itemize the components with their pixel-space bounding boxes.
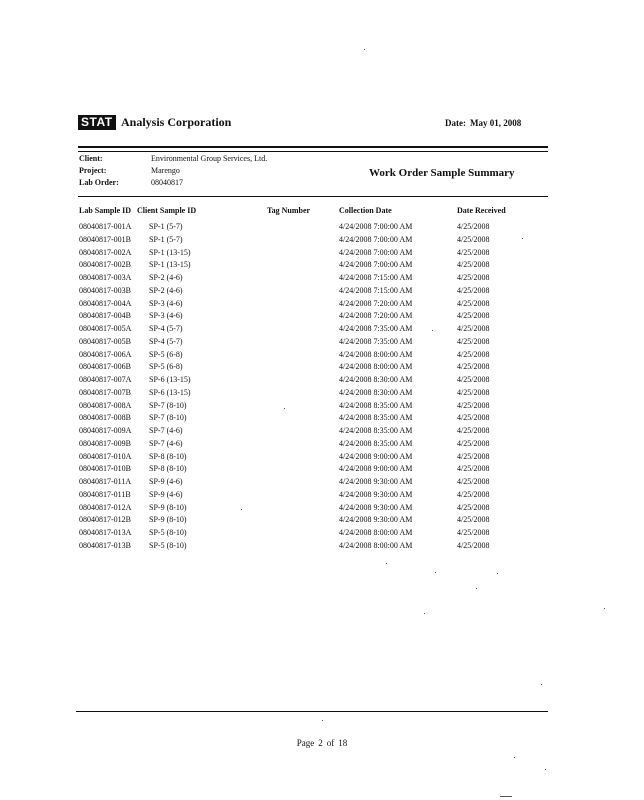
date-received-cell: 4/25/2008: [457, 375, 490, 384]
lab-sample-id-cell: 08040817-005A: [79, 324, 132, 333]
footer-divider: [76, 711, 548, 712]
lab-sample-id-cell: 08040817-008A: [79, 400, 132, 410]
date-received-cell: 4/25/2008: [457, 273, 490, 282]
order-info: [79, 153, 267, 189]
page-number: [0, 737, 644, 749]
lab-sample-id-cell: 08040817-005B: [79, 336, 131, 346]
table-row: [0, 489, 644, 502]
client-sample-id-cell: SP-7 (8-10): [149, 400, 187, 410]
client-sample-id-cell: SP-3 (4-6): [149, 298, 183, 308]
lab-sample-id-cell: 08040817-001B: [79, 234, 131, 244]
lab-sample-id-cell: 08040817-011B: [79, 489, 131, 499]
client-sample-id-cell: SP-5 (8-10): [149, 528, 187, 537]
client-value: Environmental Group Services, Ltd.: [151, 154, 268, 163]
client-sample-id-cell: SP-7 (4-6): [149, 426, 183, 435]
client-sample-id-cell: SP-8 (8-10): [149, 451, 187, 461]
table-row: [0, 234, 644, 247]
collection-date-cell: 4/24/2008 9:30:00 AM: [339, 502, 413, 512]
date-received-cell: 4/25/2008: [457, 387, 490, 397]
date-received-cell: 4/25/2008: [457, 438, 490, 448]
scan-speck: [424, 613, 425, 614]
scan-speck: [514, 757, 515, 758]
date-received-cell: 4/25/2008: [457, 260, 490, 270]
of-label: of: [326, 738, 335, 748]
table-row: [0, 272, 644, 285]
scan-speck: [604, 608, 605, 609]
date-received-cell: 4/25/2008: [457, 540, 490, 550]
scan-speck: [322, 720, 323, 721]
lab-order-row: [79, 177, 267, 189]
client-sample-id-cell: SP-2 (4-6): [149, 273, 183, 282]
table-row: [0, 247, 644, 260]
date-received-cell: 4/25/2008: [457, 464, 490, 474]
date-received-cell: 4/25/2008: [457, 489, 490, 499]
collection-date-cell: 4/24/2008 8:00:00 AM: [339, 528, 413, 537]
scan-speck: [364, 49, 365, 50]
collection-date-cell: 4/24/2008 7:15:00 AM: [339, 285, 413, 295]
project-value: Marengo: [151, 166, 180, 175]
scan-speck: [500, 796, 512, 797]
collection-date-cell: 4/24/2008 7:00:00 AM: [339, 260, 413, 270]
client-sample-id-cell: SP-9 (8-10): [149, 502, 187, 512]
date-received-cell: 4/25/2008: [457, 362, 490, 372]
client-sample-id-cell: SP-9 (4-6): [149, 477, 183, 486]
date-received-cell: 4/25/2008: [457, 324, 490, 333]
date-received-cell: 4/25/2008: [457, 285, 490, 295]
scan-speck: [545, 769, 546, 770]
company-logo: STAT: [78, 115, 116, 130]
client-sample-id-cell: SP-7 (8-10): [149, 413, 187, 423]
table-row: [0, 221, 644, 234]
scan-speck: [476, 588, 477, 589]
table-row: [0, 285, 644, 298]
table-row: [0, 438, 644, 451]
lab-sample-id-cell: 08040817-013B: [79, 540, 131, 550]
lab-sample-id-cell: 08040817-009B: [79, 438, 131, 448]
client-sample-id-cell: SP-5 (6-8): [149, 362, 183, 372]
table-row: [0, 259, 644, 272]
table-row: [0, 361, 644, 374]
lab-sample-id-cell: 08040817-006A: [79, 349, 132, 359]
table-row: [0, 323, 644, 336]
client-sample-id-cell: SP-5 (8-10): [149, 540, 187, 550]
date-received-cell: 4/25/2008: [457, 247, 490, 257]
collection-date-cell: 4/24/2008 8:30:00 AM: [339, 375, 413, 384]
lab-sample-id-cell: 08040817-003B: [79, 285, 131, 295]
lab-sample-id-cell: 08040817-004A: [79, 298, 132, 308]
scan-speck: [435, 572, 436, 573]
column-header: Lab Sample ID: [79, 206, 132, 215]
date-received-cell: 4/25/2008: [457, 234, 490, 244]
lab-sample-id-cell: 08040817-001A: [79, 222, 132, 231]
client-label: Client:: [79, 154, 103, 163]
column-header: Collection Date: [339, 206, 392, 215]
table-row: [0, 463, 644, 476]
collection-date-cell: 4/24/2008 9:30:00 AM: [339, 477, 413, 486]
collection-date-cell: 4/24/2008 8:35:00 AM: [339, 413, 413, 423]
date-received-cell: 4/25/2008: [457, 528, 490, 537]
column-header: Tag Number: [267, 206, 311, 215]
collection-date-cell: 4/24/2008 8:35:00 AM: [339, 400, 413, 410]
lab-sample-id-cell: 08040817-004B: [79, 311, 131, 321]
collection-date-cell: 4/24/2008 7:35:00 AM: [339, 336, 413, 346]
client-sample-id-cell: SP-6 (13-15): [149, 387, 191, 397]
page-total: 18: [338, 738, 348, 748]
client-sample-id-cell: SP-1 (5-7): [149, 234, 183, 244]
table-row: [0, 400, 644, 413]
scan-speck: [432, 330, 433, 331]
column-header: Client Sample ID: [137, 206, 197, 215]
client-sample-id-cell: SP-1 (13-15): [149, 247, 191, 257]
table-row: [0, 387, 644, 400]
collection-date-cell: 4/24/2008 8:35:00 AM: [339, 426, 413, 435]
client-sample-id-cell: SP-9 (4-6): [149, 489, 183, 499]
client-sample-id-cell: SP-9 (8-10): [149, 515, 187, 525]
lab-sample-id-cell: 08040817-002A: [79, 247, 132, 257]
client-row: [79, 153, 267, 165]
scan-speck: [541, 684, 542, 685]
date-value: May 01, 2008: [470, 118, 522, 128]
table-row: [0, 476, 644, 489]
lab-sample-id-cell: 08040817-007B: [79, 387, 131, 397]
client-sample-id-cell: SP-8 (8-10): [149, 464, 187, 474]
table-row: [0, 425, 644, 438]
date-received-cell: 4/25/2008: [457, 515, 490, 525]
column-header: Date Received: [457, 206, 506, 215]
lab-sample-id-cell: 08040817-003A: [79, 273, 132, 282]
date-received-cell: 4/25/2008: [457, 400, 490, 410]
collection-date-cell: 4/24/2008 8:30:00 AM: [339, 387, 413, 397]
collection-date-cell: 4/24/2008 9:30:00 AM: [339, 515, 413, 525]
client-sample-id-cell: SP-1 (5-7): [149, 222, 183, 231]
collection-date-cell: 4/24/2008 7:00:00 AM: [339, 222, 413, 231]
report-title: Work Order Sample Summary: [369, 167, 515, 179]
collection-date-cell: 4/24/2008 8:00:00 AM: [339, 540, 413, 550]
table-row: [0, 451, 644, 464]
collection-date-cell: 4/24/2008 7:20:00 AM: [339, 298, 413, 308]
collection-date-cell: 4/24/2008 7:35:00 AM: [339, 324, 413, 333]
client-sample-id-cell: SP-5 (6-8): [149, 349, 183, 359]
collection-date-cell: 4/24/2008 7:00:00 AM: [339, 247, 413, 257]
table-header: [0, 205, 644, 217]
collection-date-cell: 4/24/2008 9:00:00 AM: [339, 451, 413, 461]
client-sample-id-cell: SP-2 (4-6): [149, 285, 183, 295]
date-received-cell: 4/25/2008: [457, 413, 490, 423]
lab-sample-id-cell: 08040817-013A: [79, 528, 132, 537]
client-sample-id-cell: SP-4 (5-7): [149, 336, 183, 346]
lab-order-value: 08040817: [151, 178, 183, 187]
table-row: [0, 298, 644, 311]
client-sample-id-cell: SP-7 (4-6): [149, 438, 183, 448]
table-row: [0, 514, 644, 527]
company-name: Analysis Corporation: [121, 115, 232, 129]
page-current: 2: [318, 738, 323, 748]
lab-sample-id-cell: 08040817-012B: [79, 515, 131, 525]
date-received-cell: 4/25/2008: [457, 311, 490, 321]
lab-sample-id-cell: 08040817-002B: [79, 260, 131, 270]
page-label: Page: [296, 738, 315, 748]
date-received-cell: 4/25/2008: [457, 298, 490, 308]
date-label: Date:: [445, 118, 466, 128]
lab-sample-id-cell: 08040817-008B: [79, 413, 131, 423]
scan-speck: [241, 509, 242, 510]
header-divider-thin: [78, 151, 548, 152]
scan-speck: [497, 573, 498, 574]
lab-sample-id-cell: 08040817-012A: [79, 502, 132, 512]
date-received-cell: 4/25/2008: [457, 451, 490, 461]
lab-sample-id-cell: 08040817-009A: [79, 426, 132, 435]
lab-sample-id-cell: 08040817-010B: [79, 464, 131, 474]
table-row: [0, 374, 644, 387]
scan-speck: [284, 408, 285, 409]
table-row: [0, 502, 644, 515]
date-received-cell: 4/25/2008: [457, 502, 490, 512]
client-sample-id-cell: SP-3 (4-6): [149, 311, 183, 321]
client-sample-id-cell: SP-4 (5-7): [149, 324, 183, 333]
date-received-cell: 4/25/2008: [457, 426, 490, 435]
table-row: [0, 540, 644, 553]
lab-sample-id-cell: 08040817-006B: [79, 362, 131, 372]
project-label: Project:: [79, 166, 107, 175]
client-sample-id-cell: SP-6 (13-15): [149, 375, 191, 384]
date-received-cell: 4/25/2008: [457, 222, 490, 231]
report-date: [445, 117, 521, 129]
project-row: [79, 165, 267, 177]
lab-order-label: Lab Order:: [79, 178, 119, 187]
date-received-cell: 4/25/2008: [457, 336, 490, 346]
collection-date-cell: 4/24/2008 7:15:00 AM: [339, 273, 413, 282]
collection-date-cell: 4/24/2008 8:00:00 AM: [339, 349, 413, 359]
table-row: [0, 527, 644, 540]
sample-table: [0, 221, 644, 553]
table-row: [0, 336, 644, 349]
info-divider: [78, 196, 548, 197]
lab-sample-id-cell: 08040817-010A: [79, 451, 132, 461]
lab-sample-id-cell: 08040817-011A: [79, 477, 132, 486]
collection-date-cell: 4/24/2008 8:35:00 AM: [339, 438, 413, 448]
client-sample-id-cell: SP-1 (13-15): [149, 260, 191, 270]
scan-speck: [522, 238, 523, 239]
table-row: [0, 310, 644, 323]
lab-sample-id-cell: 08040817-007A: [79, 375, 132, 384]
date-received-cell: 4/25/2008: [457, 477, 490, 486]
collection-date-cell: 4/24/2008 7:00:00 AM: [339, 234, 413, 244]
collection-date-cell: 4/24/2008 9:30:00 AM: [339, 489, 413, 499]
table-row: [0, 349, 644, 362]
header-divider: [78, 146, 548, 148]
collection-date-cell: 4/24/2008 8:00:00 AM: [339, 362, 413, 372]
scan-speck: [386, 563, 387, 564]
collection-date-cell: 4/24/2008 9:00:00 AM: [339, 464, 413, 474]
collection-date-cell: 4/24/2008 7:20:00 AM: [339, 311, 413, 321]
table-row: [0, 412, 644, 425]
date-received-cell: 4/25/2008: [457, 349, 490, 359]
